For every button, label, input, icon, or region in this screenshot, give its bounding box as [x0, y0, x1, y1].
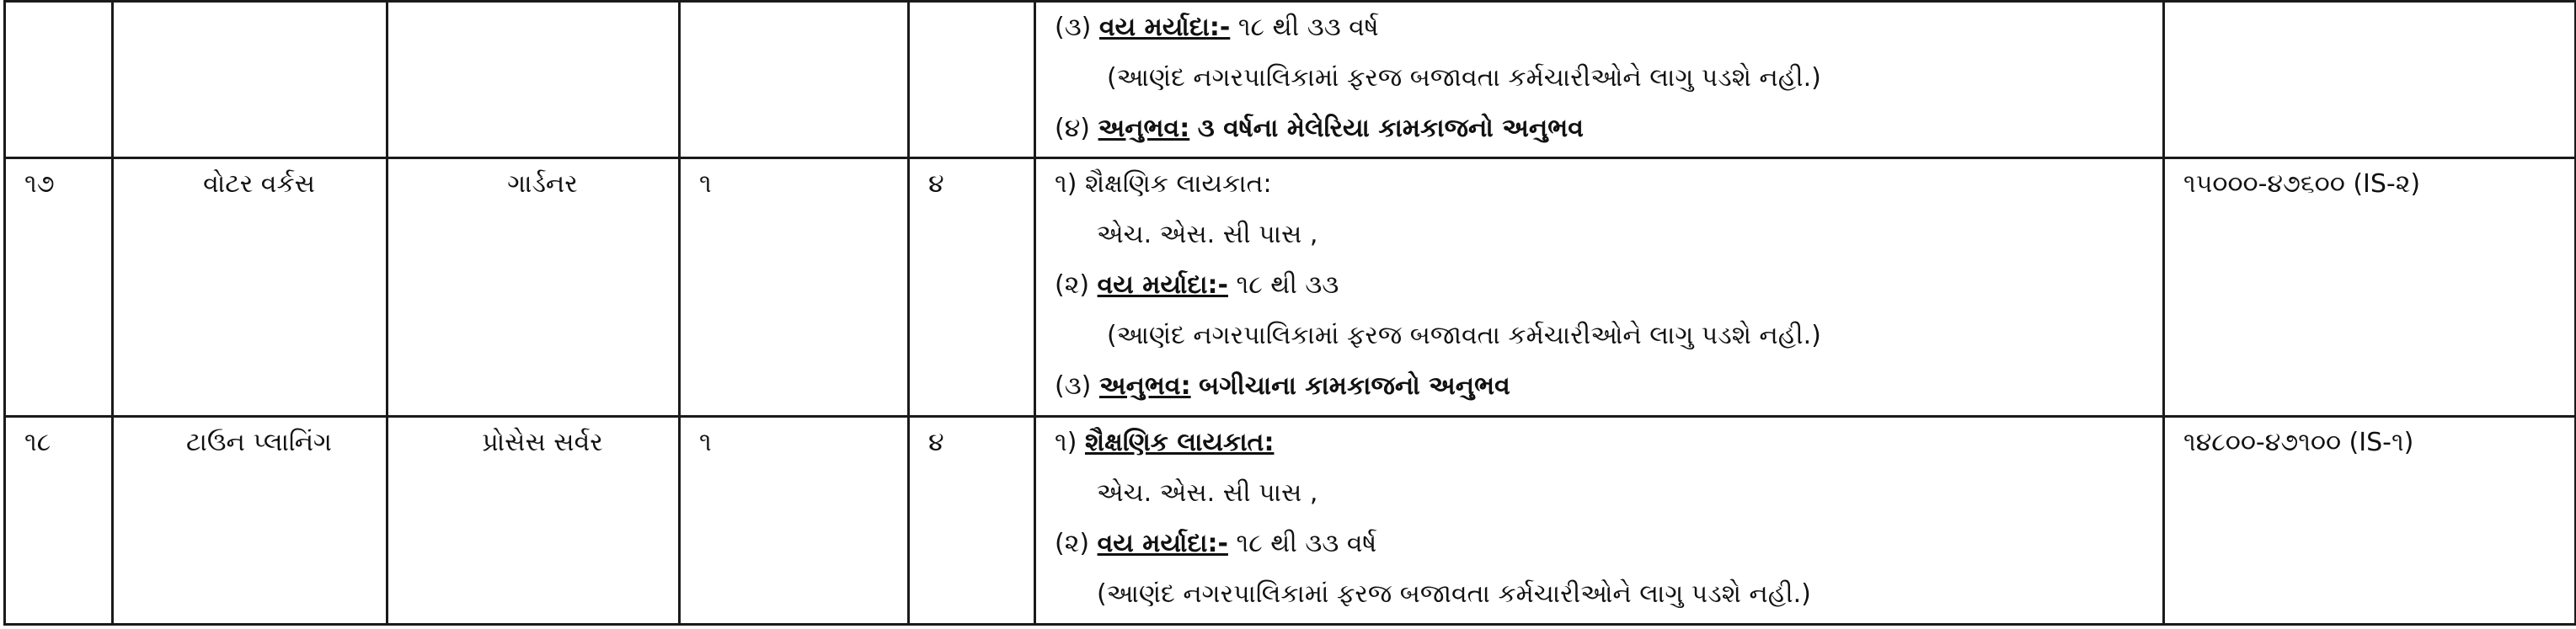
experience-number: (૪)	[1055, 114, 1091, 143]
education-value: એચ. એસ. સી પાસ ,	[1097, 220, 1318, 249]
age-limit-number: (૩)	[1055, 13, 1092, 42]
age-limit-value: ૧૮ થી ૩૩ વર્ષ	[1237, 13, 1379, 42]
serial-number-cell: ૧૮	[5, 417, 113, 625]
education-label: શૈક્ષણિક લાયકાત:	[1084, 428, 1275, 457]
age-limit-label: વય મર્યાદા:-	[1097, 529, 1228, 558]
count-cell: ૧	[680, 158, 909, 417]
column5-cell: ૪	[909, 158, 1035, 417]
education-heading	[1055, 418, 2162, 468]
age-limit-line	[1055, 260, 2162, 311]
column5-cell	[909, 2, 1035, 158]
age-limit-line	[1055, 3, 2162, 53]
age-limit-value: ૧૮ થી ૩૩ વર્ષ	[1236, 529, 1377, 558]
post-cell	[387, 2, 680, 158]
education-value: એચ. એસ. સી પાસ ,	[1097, 478, 1318, 508]
column5-cell: ૪	[909, 417, 1035, 625]
experience-number: (૩)	[1055, 371, 1092, 401]
experience-line	[1055, 361, 2162, 412]
serial-number-cell	[5, 2, 113, 158]
serial-number-cell: ૧૭	[5, 158, 113, 417]
age-limit-number: (૨)	[1055, 529, 1090, 558]
recruitment-table	[3, 0, 2576, 626]
education-number: ૧)	[1055, 428, 1077, 457]
age-limit-value: ૧૮ થી ૩૩	[1236, 270, 1339, 300]
age-limit-label: વય મર્યાદા:-	[1098, 13, 1231, 42]
age-limit-note: (આણંદ નગરપાલિકામાં ફરજ બજાવતા કર્મચારીઓને લાગુ પડશે નહી.)	[1097, 579, 1811, 609]
qualification-cell	[1035, 158, 2164, 417]
count-cell: ૧	[680, 417, 909, 625]
pay-scale-cell	[2164, 2, 2576, 158]
age-limit-number: (૨)	[1055, 270, 1090, 300]
age-limit-note: (આણંદ નગરપાલિકામાં ફરજ બજાવતા કર્મચારીઓને લાગુ પડશે નહી.)	[1107, 321, 1821, 350]
table-row	[5, 158, 2576, 417]
age-limit-note: (આણંદ નગરપાલિકામાં ફરજ બજાવતા કર્મચારીઓને લાગુ પડશે નહી.)	[1107, 63, 1821, 93]
experience-line	[1055, 104, 2162, 154]
qualification-cell	[1035, 2, 2164, 158]
department-cell: વોટર વર્કસ	[113, 158, 387, 417]
education-heading: ૧) શૈક્ષણિક લાયકાત:	[1055, 169, 1272, 199]
department-cell	[113, 2, 387, 158]
post-cell: ગાર્ડનર	[387, 158, 680, 417]
experience-label: અનુભવ:	[1098, 371, 1191, 401]
table-row	[5, 417, 2576, 625]
pay-scale-cell: ૧૫૦૦૦-૪૭૬૦૦ (IS-૨)	[2164, 158, 2576, 417]
age-limit-label: વય મર્યાદા:-	[1097, 270, 1228, 300]
experience-value: ૩ વર્ષના મેલેરિયા કામકાજનો અનુભવ	[1197, 114, 1584, 143]
table-row	[5, 2, 2576, 158]
qualification-cell	[1035, 417, 2164, 625]
age-limit-line	[1055, 519, 2162, 569]
experience-label: અનુભવ:	[1098, 114, 1190, 143]
department-cell: ટાઉન પ્લાનિંગ	[113, 417, 387, 625]
experience-value: બગીચાના કામકાજનો અનુભવ	[1199, 371, 1510, 401]
count-cell	[680, 2, 909, 158]
post-cell: પ્રોસેસ સર્વર	[387, 417, 680, 625]
pay-scale-cell: ૧૪૮૦૦-૪૭૧૦૦ (IS-૧)	[2164, 417, 2576, 625]
